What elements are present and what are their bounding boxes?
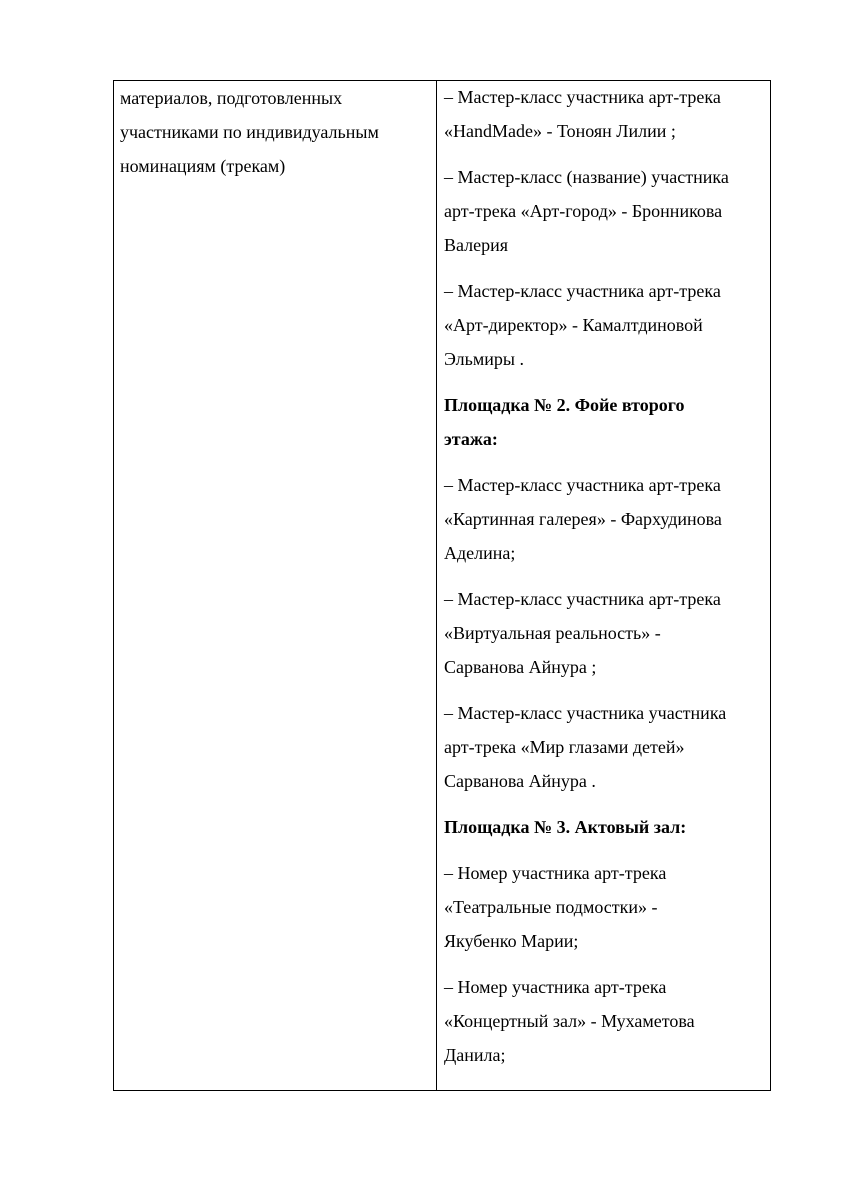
text-line: Сарванова Айнура ; xyxy=(444,657,597,677)
text-line: «Виртуальная реальность» - xyxy=(444,623,661,643)
heading-line: Площадка № 2. Фойе второго xyxy=(444,395,685,415)
program-item xyxy=(444,582,764,684)
program-item xyxy=(444,80,764,148)
text-line: Якубенко Марии; xyxy=(444,931,579,951)
program-item xyxy=(444,274,764,376)
program-item xyxy=(444,468,764,570)
text-line: «Картинная галерея» - Фархудинова xyxy=(444,509,722,529)
text-line: арт-трека «Арт-город» - Бронникова xyxy=(444,201,723,221)
text-line: Сарванова Айнура . xyxy=(444,771,596,791)
text-line: – Номер участника арт-трека xyxy=(444,977,667,997)
text-line: арт-трека «Мир глазами детей» xyxy=(444,737,685,757)
text-line: «Театральные подмостки» - xyxy=(444,897,658,917)
text-line: – Мастер-класс участника арт-трека xyxy=(444,589,721,609)
text-line: Аделина; xyxy=(444,543,516,563)
text-line: – Мастер-класс участника арт-трека xyxy=(444,281,721,301)
left-cell-text xyxy=(120,81,428,183)
text-line: – Мастер-класс участника арт-трека xyxy=(444,475,721,495)
program-item xyxy=(444,160,764,262)
program-item xyxy=(444,856,764,958)
text-line: «Концертный зал» - Мухаметова xyxy=(444,1011,695,1031)
text-line: Эльмиры . xyxy=(444,349,524,369)
text-line: материалов, подготовленных xyxy=(120,88,343,108)
text-line: – Мастер-класс участника арт-трека xyxy=(444,87,721,107)
heading-line: этажа: xyxy=(444,429,498,449)
program-item xyxy=(444,970,764,1072)
venue-heading xyxy=(444,388,764,456)
table-cell-left xyxy=(114,81,437,1090)
text-line: участниками по индивидуальным xyxy=(120,122,379,142)
text-line: Валерия xyxy=(444,235,509,255)
text-line: – Мастер-класс (название) участника xyxy=(444,167,729,187)
heading-line: Площадка № 3. Актовый зал: xyxy=(444,817,687,837)
text-line: «HandMade» - Тоноян Лилии ; xyxy=(444,121,676,141)
text-line: – Мастер-класс участника участника xyxy=(444,703,727,723)
table-cell-right xyxy=(437,81,770,1090)
text-line: номинациям (трекам) xyxy=(120,156,286,176)
text-line: «Арт-директор» - Камалтдиновой xyxy=(444,315,703,335)
program-item xyxy=(444,696,764,798)
text-line: – Номер участника арт-трека xyxy=(444,863,667,883)
program-table xyxy=(113,80,771,1091)
text-line: Данила; xyxy=(444,1045,506,1065)
venue-heading xyxy=(444,810,764,844)
